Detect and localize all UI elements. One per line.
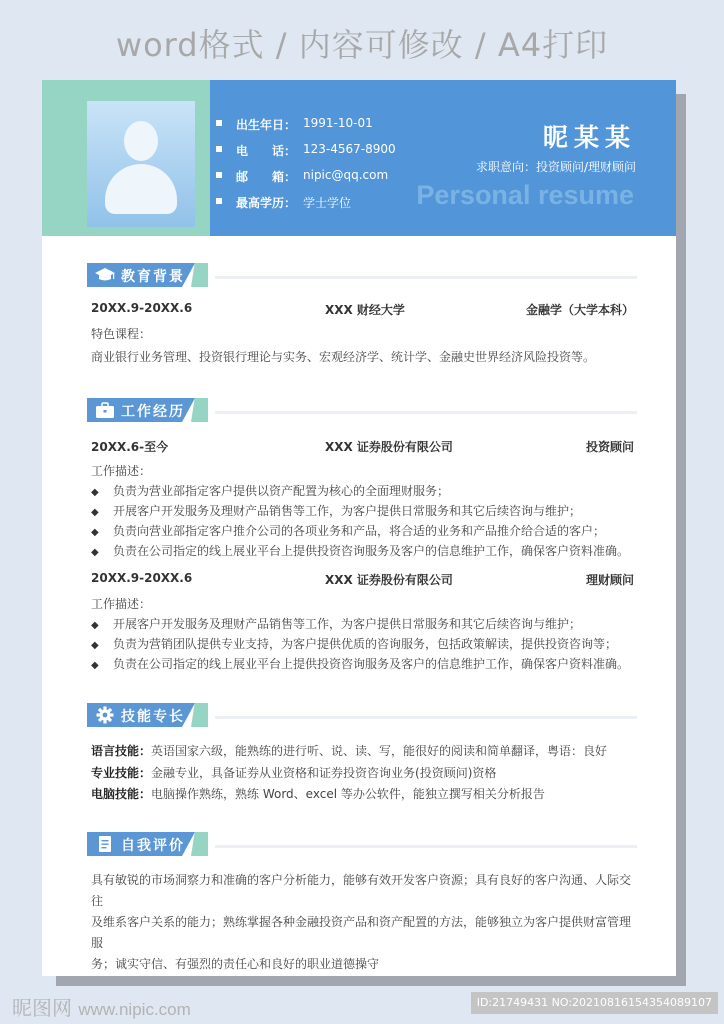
section-divider — [215, 845, 637, 848]
job-date: 20XX.9-20XX.6 — [91, 571, 193, 585]
job-position: 投资顾问 — [585, 440, 634, 454]
job-intent: 求职意向：投资顾问/理财顾问 — [475, 160, 636, 174]
job-desc-label: 工作描述： — [91, 597, 152, 611]
section-title: 教育背景 — [121, 269, 185, 285]
education-row — [91, 301, 634, 317]
section-divider — [215, 411, 637, 414]
list-item: ◆ 开展客户开发服务及理财产品销售等工作，为客户提供日常服务和其它后续咨询与维护； — [91, 504, 582, 518]
job-position: 理财顾问 — [585, 573, 634, 587]
courses-label: 特色课程： — [91, 327, 152, 341]
list-item: ◆ 负责在公司指定的线上展业平台上提供投资咨询服务及客户的信息维护工作，确保客户资料准确。 — [91, 544, 630, 558]
job-company: XXX 证券股份有限公司 — [325, 573, 453, 587]
graduation-cap-icon — [95, 266, 115, 284]
self-evaluation-text — [91, 870, 637, 975]
briefcase-icon — [95, 401, 115, 419]
diamond-bullet-icon: ◆ — [91, 507, 99, 518]
paragraph-line: 务；诚实守信、有强烈的责任心和良好的职业道德操守 — [91, 957, 380, 971]
diamond-bullet-icon: ◆ — [91, 487, 99, 498]
job-row — [91, 571, 634, 587]
diamond-bullet-icon: ◆ — [91, 527, 99, 538]
job-company: XXX 证券股份有限公司 — [325, 440, 453, 454]
paragraph-line: 具有敏锐的市场洞察力和准确的客户分析能力，能够有效开发客户资源；具有良好的客户沟通、人际交往 — [91, 873, 632, 908]
bullet-square-icon — [216, 146, 222, 152]
edu-date: 20XX.9-20XX.6 — [91, 301, 193, 315]
avatar-photo — [87, 101, 195, 227]
courses-text: 商业银行业务管理、投资银行理论与实务、宏观经济学、统计学、金融史世界经济风险投资等。 — [91, 350, 596, 364]
section-tab-accent — [191, 398, 208, 422]
info-value: 123-4567-8900 — [303, 142, 396, 156]
info-label: 最高学历： — [236, 196, 297, 210]
diamond-bullet-icon: ◆ — [91, 620, 99, 631]
list-item: ◆ 负责向营业部指定客户推介公司的各项业务和产品，将合适的业务和产品推介给合适的客户； — [91, 524, 606, 538]
info-value: 学士学位 — [303, 196, 352, 210]
section-work-header — [87, 398, 637, 422]
info-value: 1991-10-01 — [303, 116, 373, 130]
section-divider — [215, 716, 637, 719]
document-icon — [95, 835, 115, 853]
gear-icon — [95, 706, 115, 724]
section-title: 技能专长 — [121, 709, 185, 725]
info-label: 邮 箱： — [236, 170, 297, 184]
section-divider — [215, 276, 637, 279]
personal-resume-watermark: Personal resume — [416, 180, 634, 210]
avatar-head — [124, 121, 158, 161]
section-tab-accent — [191, 832, 208, 856]
info-label: 电 话： — [236, 144, 297, 158]
edu-major: 金融学（大学本科） — [525, 303, 634, 317]
diamond-bullet-icon: ◆ — [91, 660, 99, 671]
bullet-square-icon — [216, 172, 222, 178]
paragraph-line: 及维系客户关系的能力；熟练掌握各种金融投资产品和资产配置的方法，能够独立为客户提供财富管理服 — [91, 915, 632, 950]
section-education-header — [87, 263, 637, 287]
skill-language: 语言技能：英语国家六级，能熟练的进行听、说、读、写，能很好的阅读和简单翻译，粤语：良好 — [91, 744, 608, 758]
bullet-square-icon — [216, 120, 222, 126]
job-row — [91, 438, 634, 454]
list-item: ◆ 负责在公司指定的线上展业平台上提供投资咨询服务及客户的信息维护工作，确保客户资料准确。 — [91, 657, 630, 671]
section-title: 自我评价 — [121, 838, 185, 854]
avatar-body — [105, 164, 177, 214]
info-label: 出生年日： — [236, 118, 297, 132]
edu-school: XXX 财经大学 — [325, 303, 405, 317]
site-brand-logo: 昵图网 www.nipic.com — [12, 996, 191, 1020]
section-skills-header — [87, 703, 637, 727]
candidate-name: 昵某某 — [542, 123, 636, 152]
section-tab-accent — [191, 263, 208, 287]
info-value: nipic@qq.com — [303, 168, 389, 182]
resume-page — [42, 80, 676, 976]
section-tab-accent — [191, 703, 208, 727]
job-date: 20XX.6-至今 — [91, 440, 169, 454]
top-caption: word格式 / 内容可修改 / A4打印 — [115, 26, 609, 64]
list-item: ◆ 开展客户开发服务及理财产品销售等工作，为客户提供日常服务和其它后续咨询与维护； — [91, 617, 582, 631]
skill-professional: 专业技能：金融专业，具备证券从业资格和证券投资咨询业务(投资顾问)资格 — [91, 766, 497, 780]
diamond-bullet-icon: ◆ — [91, 547, 99, 558]
section-self-header — [87, 832, 637, 856]
job-desc-label: 工作描述： — [91, 464, 152, 478]
list-item: ◆ 负责为营销团队提供专业支持，为客户提供优质的咨询服务，包括政策解读，提供投资咨询等； — [91, 637, 618, 651]
list-item: ◆ 负责为营业部指定客户提供以资产配置为核心的全面理财服务； — [91, 484, 450, 498]
bullet-square-icon — [216, 198, 222, 204]
section-title: 工作经历 — [121, 404, 185, 420]
skill-computer: 电脑技能：电脑操作熟练，熟练 Word、excel 等办公软件，能独立撰写相关分析报告 — [91, 787, 545, 801]
image-id-badge: ID:21749431 NO:20210816154354089107 — [471, 992, 718, 1014]
diamond-bullet-icon: ◆ — [91, 640, 99, 651]
